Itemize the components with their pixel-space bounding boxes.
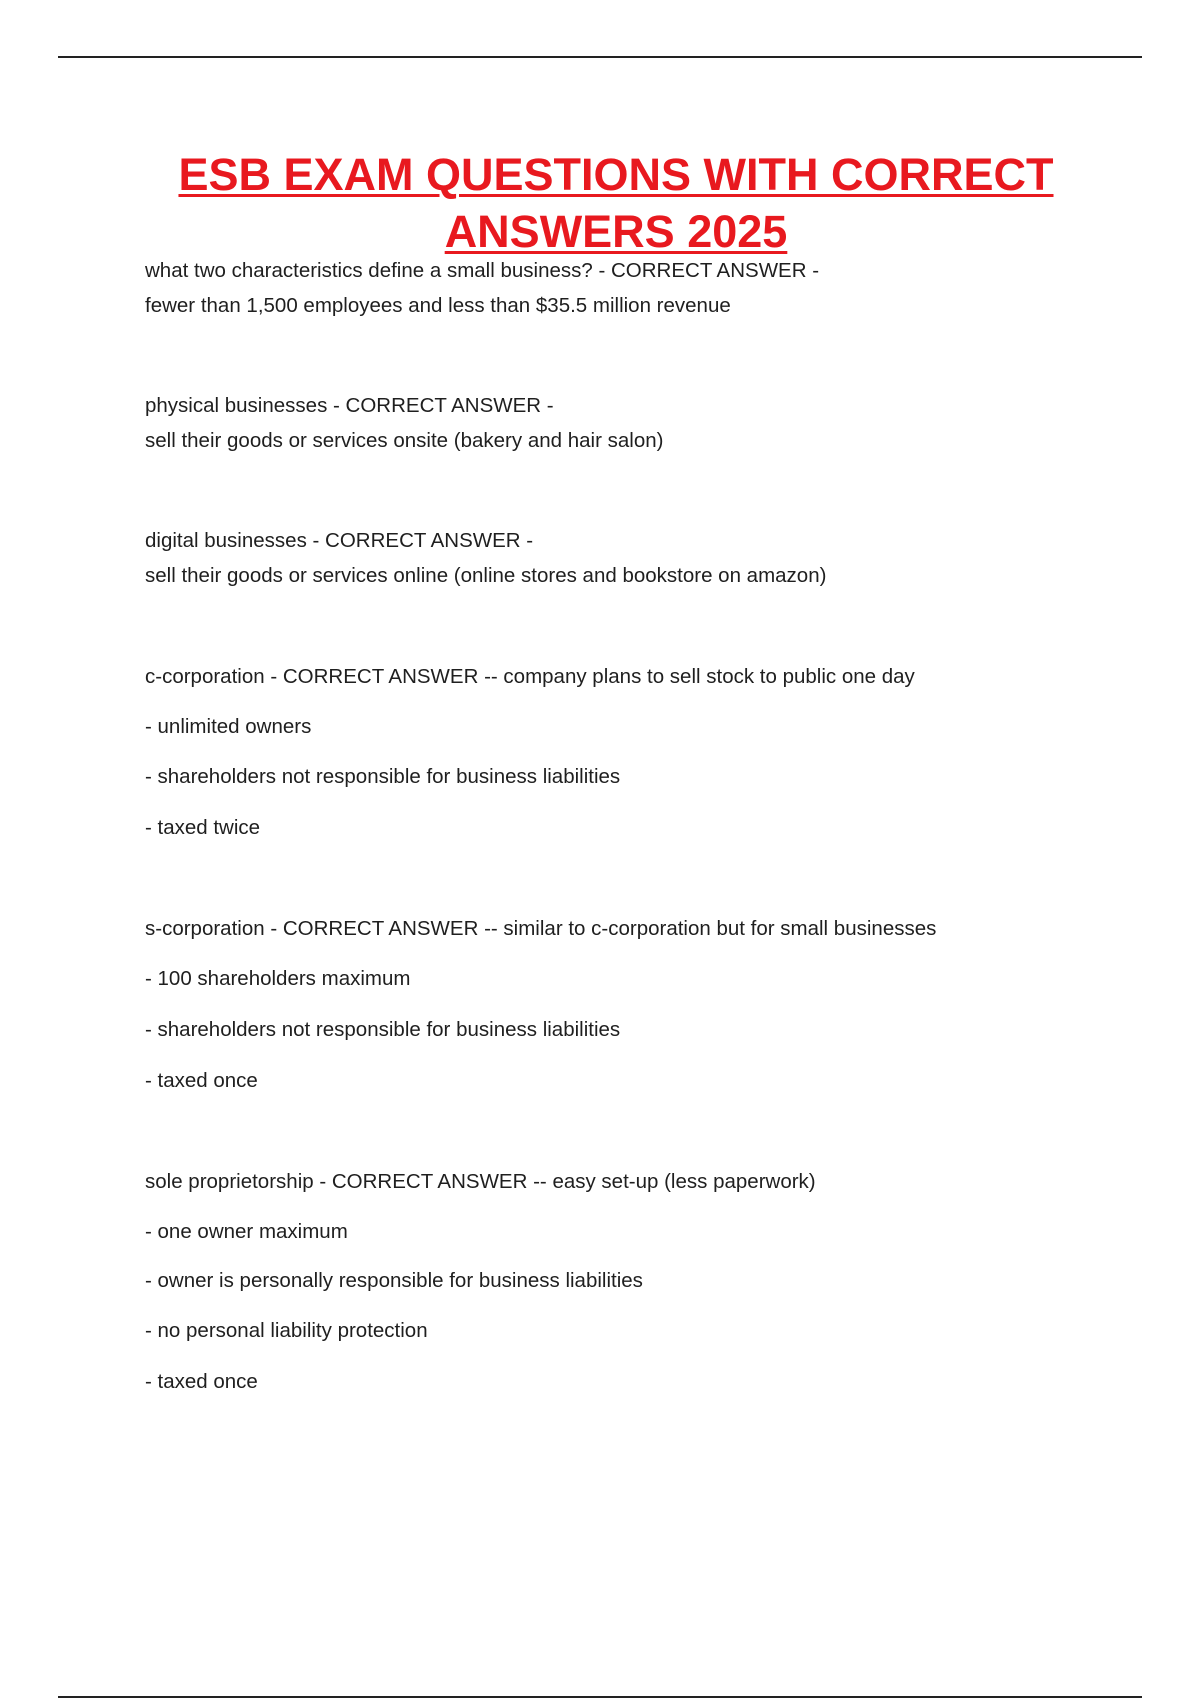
question-line: c-corporation - CORRECT ANSWER -- company plans to sell stock to public one day [145, 665, 915, 688]
question-line: what two characteristics define a small business? - CORRECT ANSWER - [145, 259, 820, 282]
title-line-1: ESB EXAM QUESTIONS WITH CORRECT [178, 149, 1054, 200]
answer-line: - owner is personally responsible for business liabilities [145, 1269, 643, 1292]
question-line: s-corporation - CORRECT ANSWER -- similar to c-corporation but for small businesses [145, 917, 937, 940]
top-rule [58, 56, 1142, 58]
question-line: digital businesses - CORRECT ANSWER - [145, 529, 534, 552]
answer-line: - no personal liability protection [145, 1319, 428, 1342]
answer-line: - unlimited owners [145, 715, 312, 738]
title-line-2: ANSWERS 2025 [444, 206, 788, 257]
answer-line: - taxed once [145, 1370, 258, 1393]
answer-line: sell their goods or services online (online stores and bookstore on amazon) [145, 564, 827, 587]
answer-line: - shareholders not responsible for business liabilities [145, 1018, 621, 1041]
answer-line: - shareholders not responsible for business liabilities [145, 765, 621, 788]
answer-line: fewer than 1,500 employees and less than $35.5 million revenue [145, 294, 731, 317]
answer-line: - taxed once [145, 1069, 258, 1092]
question-line: sole proprietorship - CORRECT ANSWER -- easy set-up (less paperwork) [145, 1170, 816, 1193]
answer-line: sell their goods or services onsite (bakery and hair salon) [145, 429, 664, 452]
question-line: physical businesses - CORRECT ANSWER - [145, 394, 554, 417]
answer-line: - 100 shareholders maximum [145, 967, 411, 990]
page-title [100, 146, 1132, 260]
answer-line: - one owner maximum [145, 1220, 348, 1243]
answer-line: - taxed twice [145, 816, 261, 839]
bottom-rule [58, 1696, 1142, 1698]
